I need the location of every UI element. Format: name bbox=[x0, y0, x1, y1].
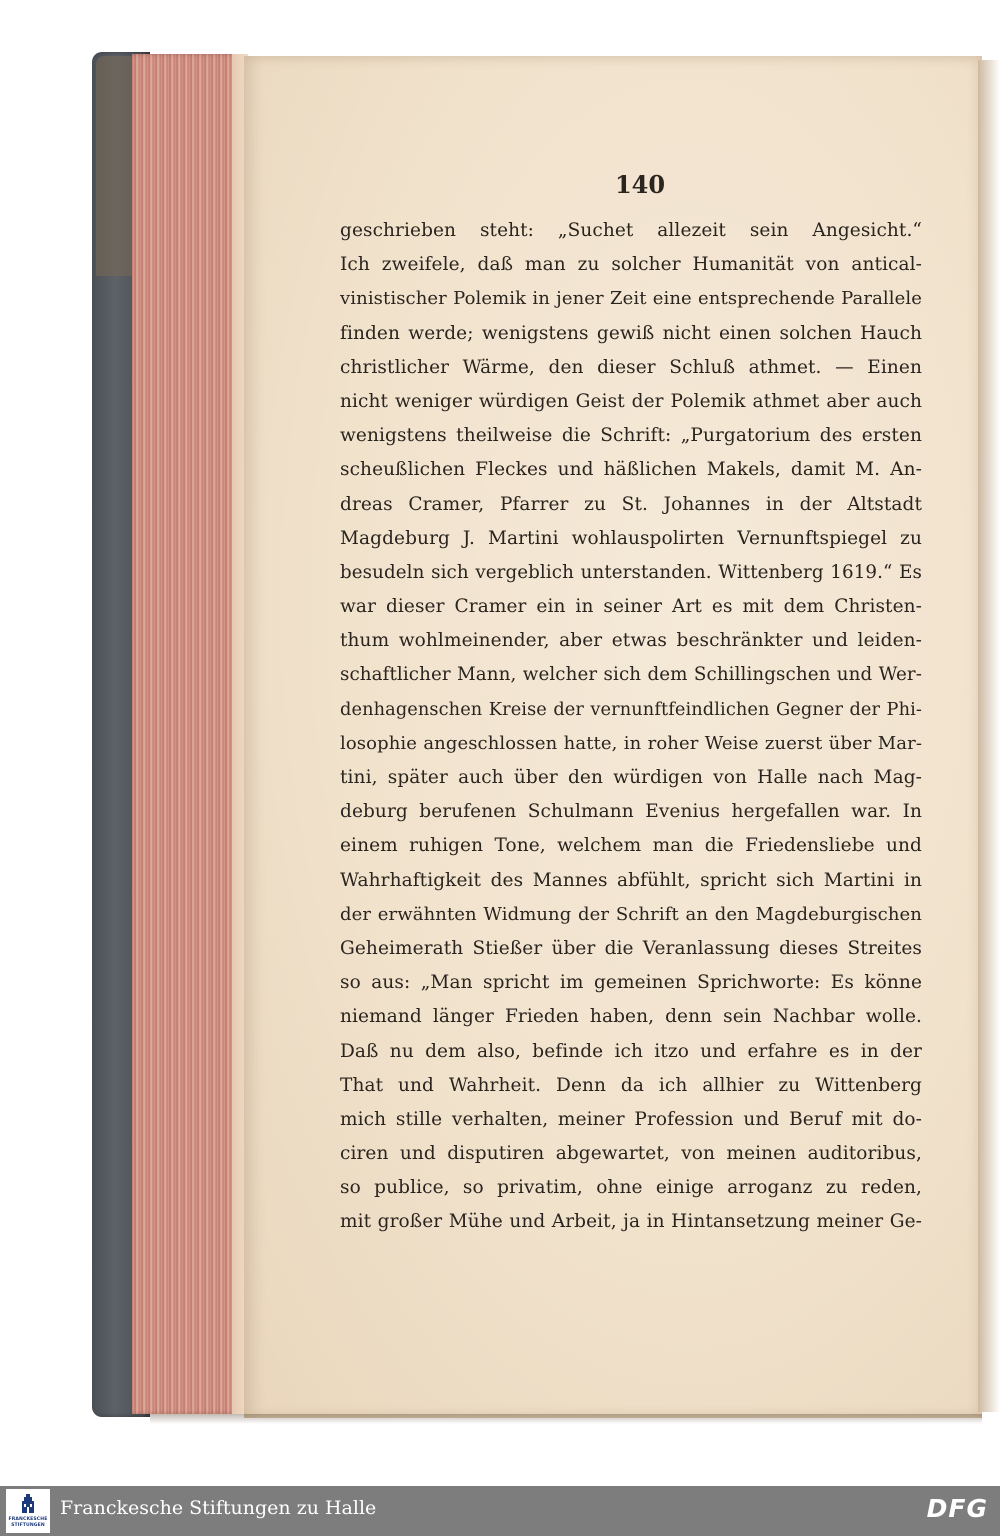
text-line: besudeln sich vergeblich unterstanden. Wittenberg 1619.“ Es bbox=[340, 561, 922, 583]
logo-text-line2: STIFTUNGEN bbox=[11, 1522, 45, 1528]
text-line: christlicher Wärme, den dieser Schluß athmet. — Einen bbox=[340, 356, 922, 378]
text-line: so aus: „Man spricht im gemeinen Sprichworte: Es könne bbox=[340, 972, 922, 994]
page-right-shadow bbox=[978, 60, 1000, 1412]
text-line: der erwähnten Widmung der Schrift an den Magdeburgischen bbox=[340, 903, 922, 925]
page-body-text bbox=[340, 214, 922, 1240]
text-line: vinistischer Polemik in jener Zeit eine entsprechende Parallele bbox=[340, 288, 922, 310]
text-line: wenigstens theilweise die Schrift: „Purgatorium des ersten bbox=[340, 425, 922, 447]
text-line: nicht weniger würdigen Geist der Polemik athmet aber auch bbox=[340, 390, 922, 412]
logo-text bbox=[7, 1517, 49, 1528]
text-line: mich stille verhalten, meiner Profession und Beruf mit do- bbox=[340, 1108, 922, 1130]
text-line: tini, später auch über den würdigen von Halle nach Mag- bbox=[340, 767, 922, 788]
text-line: Magdeburg J. Martini wohlauspolirten Vernunftspiegel zu bbox=[340, 527, 922, 549]
text-line: losophie angeschlossen hatte, in roher Weise zuerst über Mar- bbox=[340, 732, 922, 754]
cover-wear bbox=[96, 56, 132, 276]
text-line: einem ruhigen Tone, welchem man die Friedensliebe und bbox=[340, 835, 922, 857]
text-line: Ich zweifele, daß man zu solcher Humanität von antical- bbox=[340, 254, 922, 276]
text-line: scheußlichen Fleckes und häßlichen Makels, damit M. An- bbox=[340, 459, 922, 481]
page-edges bbox=[132, 54, 246, 1414]
text-line: Daß nu dem also, befinde ich itzo und erfahre es in der bbox=[340, 1040, 922, 1062]
text-line: dreas Cramer, Pfarrer zu St. Johannes in der Altstadt bbox=[340, 493, 922, 515]
text-line: ciren und disputiren abgewartet, von meinen auditoribus, bbox=[340, 1143, 922, 1165]
text-line: mit großer Mühe und Arbeit, ja in Hintansetzung meiner Ge- bbox=[340, 1211, 922, 1233]
logo-text-line1: FRANCKESCHE bbox=[8, 1517, 48, 1522]
text-line: denhagenschen Kreise der vernunftfeindlichen Gegner der Phi- bbox=[340, 699, 922, 720]
building-icon bbox=[21, 1494, 35, 1514]
text-line: Wahrhaftigkeit des Mannes abfühlt, spricht sich Martini in bbox=[340, 869, 922, 891]
dfg-logo[interactable]: DFG bbox=[926, 1494, 988, 1523]
franckesche-stiftungen-logo[interactable] bbox=[6, 1489, 50, 1533]
institution-name: Franckesche Stiftungen zu Halle bbox=[60, 1497, 377, 1519]
text-line: niemand länger Frieden haben, denn sein Nachbar wolle. bbox=[340, 1006, 922, 1028]
text-line: so publice, so privatim, ohne einige arroganz zu reden, bbox=[340, 1177, 922, 1199]
text-line: war dieser Cramer ein in seiner Art es mit dem Christen- bbox=[340, 596, 922, 618]
text-line: That und Wahrheit. Denn da ich allhier zu Wittenberg bbox=[340, 1074, 922, 1096]
text-line: deburg berufenen Schulmann Evenius hergefallen war. In bbox=[340, 801, 922, 823]
text-line: schaftlicher Mann, welcher sich dem Schillingschen und Wer- bbox=[340, 664, 922, 686]
text-line: Geheimerath Stießer über die Veranlassung dieses Streites bbox=[340, 937, 922, 959]
text-line: finden werde; wenigstens gewiß nicht einen solchen Hauch bbox=[340, 322, 922, 344]
text-line: thum wohlmeinender, aber etwas beschränkter und leiden- bbox=[340, 630, 922, 652]
page-number: 140 bbox=[614, 170, 666, 199]
text-line: geschrieben steht: „Suchet allezeit sein Angesicht.“ bbox=[340, 220, 922, 241]
viewer-footer bbox=[0, 1486, 1000, 1536]
page-bottom-shadow bbox=[150, 1414, 982, 1424]
